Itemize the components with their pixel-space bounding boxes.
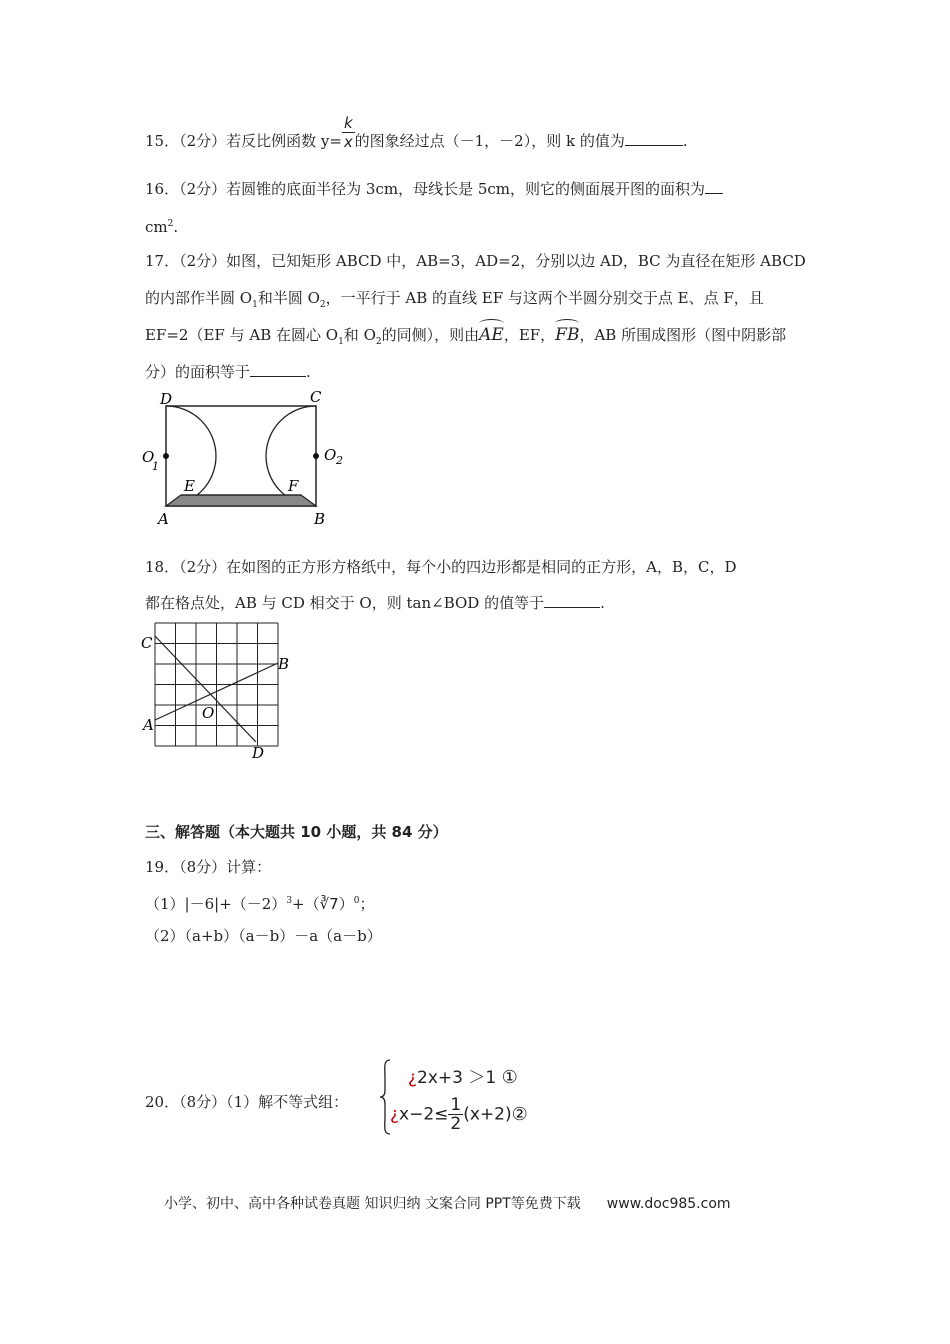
center-o2 bbox=[313, 453, 319, 459]
rectangle-semicircle-figure bbox=[138, 388, 358, 530]
question-18-line2 bbox=[145, 593, 605, 613]
page-footer bbox=[164, 1193, 731, 1213]
q18-answer-blank[interactable] bbox=[544, 593, 600, 608]
q17-l3s1: 1 bbox=[338, 337, 344, 347]
label-d: D bbox=[252, 744, 265, 762]
arc-ae: AE bbox=[479, 325, 504, 345]
q15-text-a: 15．（2分）若反比例函数 y= bbox=[145, 132, 342, 150]
q17-answer-blank[interactable] bbox=[250, 362, 306, 377]
q16-unit: cm bbox=[145, 218, 168, 236]
q17-l2s2: 2 bbox=[319, 300, 326, 310]
ineq2-mark: ¿ bbox=[390, 1104, 400, 1125]
segment-cd bbox=[155, 636, 256, 742]
question-16-line2 bbox=[145, 214, 178, 237]
question-15 bbox=[145, 113, 688, 151]
q16-end: . bbox=[173, 218, 179, 236]
question-17-line2 bbox=[145, 288, 764, 315]
label-o2-sub: 2 bbox=[336, 454, 343, 467]
question-17-line4 bbox=[145, 362, 311, 382]
q15-text-c: . bbox=[682, 132, 688, 150]
question-17-line3 bbox=[145, 325, 786, 352]
circled-one: ① bbox=[501, 1067, 518, 1088]
q19-p1d: ； bbox=[359, 895, 375, 913]
ineq2-body-b: (x+2) bbox=[463, 1104, 512, 1125]
inequality-2 bbox=[390, 1096, 528, 1133]
q16-unit-sup: 2 bbox=[167, 219, 174, 229]
ineq2-fraction bbox=[448, 1096, 463, 1133]
label-c: C bbox=[141, 634, 153, 652]
q15-fraction bbox=[342, 114, 355, 151]
label-b: B bbox=[314, 510, 326, 528]
q18-l2end: . bbox=[600, 594, 605, 612]
label-f: F bbox=[288, 477, 299, 495]
q17-l2c: ，一平行于 AB 的直线 EF 与这两个半圆分别交于点 E、点 F，且 bbox=[325, 289, 764, 307]
q15-answer-blank[interactable] bbox=[625, 131, 683, 146]
square-grid-figure bbox=[138, 618, 298, 762]
label-o: O bbox=[202, 704, 215, 722]
ineq2-body-a: x−2≤ bbox=[399, 1104, 449, 1125]
q19-p1b: +（ bbox=[292, 895, 320, 913]
label-d: D bbox=[160, 390, 173, 408]
label-o1-sub: 1 bbox=[152, 460, 159, 473]
center-o1 bbox=[163, 453, 169, 459]
q19-p1-sup1: 3 bbox=[286, 896, 293, 906]
q18-line1: 18．（2分）在如图的正方形方格纸中，每个小的四边形都是相同的正方形，A，B，C，D bbox=[145, 558, 737, 576]
shaded-region bbox=[166, 495, 316, 506]
footer-text: 小学、初中、高中各种试卷真题 知识归纳 文案合同 PPT等免费下载 bbox=[164, 1196, 581, 1212]
label-c: C bbox=[310, 388, 322, 406]
q18-line2: 都在格点处，AB 与 CD 相交于 O，则 tan∠BOD 的值等于 bbox=[145, 594, 545, 612]
q16-line1: 16．（2分）若圆锥的底面半径为 3cm，母线长是 5cm，则它的侧面展开图的面积为 bbox=[145, 180, 706, 198]
ineq1-body: 2x+3 ＞1 bbox=[417, 1068, 497, 1088]
label-b: B bbox=[278, 655, 290, 673]
q19-p1-sup2: 0 bbox=[353, 896, 360, 906]
label-a: A bbox=[158, 510, 169, 528]
question-16-line1 bbox=[145, 179, 723, 199]
q19-p1a: （1）|－6|+（－2） bbox=[145, 895, 287, 913]
q17-l2b: 和半圆 O bbox=[257, 289, 320, 307]
label-o2: O bbox=[324, 446, 337, 464]
q15-frac-den: x bbox=[343, 132, 353, 151]
q17-l3c: 的同侧），则由 bbox=[381, 326, 480, 344]
q16-answer-blank[interactable] bbox=[705, 179, 723, 194]
footer-url[interactable]: www.doc985.com bbox=[606, 1196, 731, 1212]
label-a: A bbox=[143, 716, 154, 734]
q17-l3b: 和 O bbox=[343, 326, 376, 344]
q17-l3a: EF=2（EF 与 AB 在圆心 O bbox=[145, 326, 339, 344]
q17-l2s1: 1 bbox=[252, 300, 258, 310]
question-17-line1 bbox=[145, 251, 806, 271]
inequality-1 bbox=[408, 1063, 518, 1088]
question-19-title: 19．（8分）计算： bbox=[145, 858, 272, 876]
label-o1: O bbox=[142, 448, 155, 466]
section-3-heading: 三、解答题（本大题共 10 小题，共 84 分） bbox=[145, 823, 448, 841]
label-e: E bbox=[184, 477, 195, 495]
q15-text-b: 的图象经过点（－1，－2），则 k 的值为 bbox=[354, 132, 625, 150]
q17-line1: 17．（2分）如图，已知矩形 ABCD 中，AB=3，AD=2，分别以边 AD，BC 为直径在矩形 ABCD bbox=[145, 252, 806, 270]
q19-p1c: ） bbox=[338, 895, 354, 913]
ineq2-frac-num: 1 bbox=[450, 1095, 462, 1115]
question-18-line1 bbox=[145, 557, 737, 577]
q17-l3s2: 2 bbox=[375, 337, 382, 347]
circled-two: ② bbox=[511, 1104, 528, 1125]
q15-frac-num: k bbox=[343, 113, 353, 132]
q17-l3e: ，AB 所围成图形（图中阴影部 bbox=[579, 326, 787, 344]
question-19-part2: （2）（a+b）（a－b）－a（a－b） bbox=[145, 927, 382, 945]
arc-fb: FB bbox=[555, 325, 580, 345]
question-19-part1 bbox=[145, 891, 375, 914]
q17-l4end: . bbox=[306, 363, 311, 381]
q17-l2a: 的内部作半圆 O bbox=[145, 289, 253, 307]
grid-lines bbox=[155, 623, 278, 746]
q17-l4: 分）的面积等于 bbox=[145, 363, 251, 381]
question-20-label: 20．（8分）（1）解不等式组： bbox=[145, 1093, 349, 1111]
q17-l3d: ，EF， bbox=[503, 326, 556, 344]
ineq2-frac-den: 2 bbox=[450, 1114, 462, 1134]
ineq1-mark: ¿ bbox=[408, 1068, 418, 1088]
q19-radical: ∛7 bbox=[319, 895, 339, 913]
